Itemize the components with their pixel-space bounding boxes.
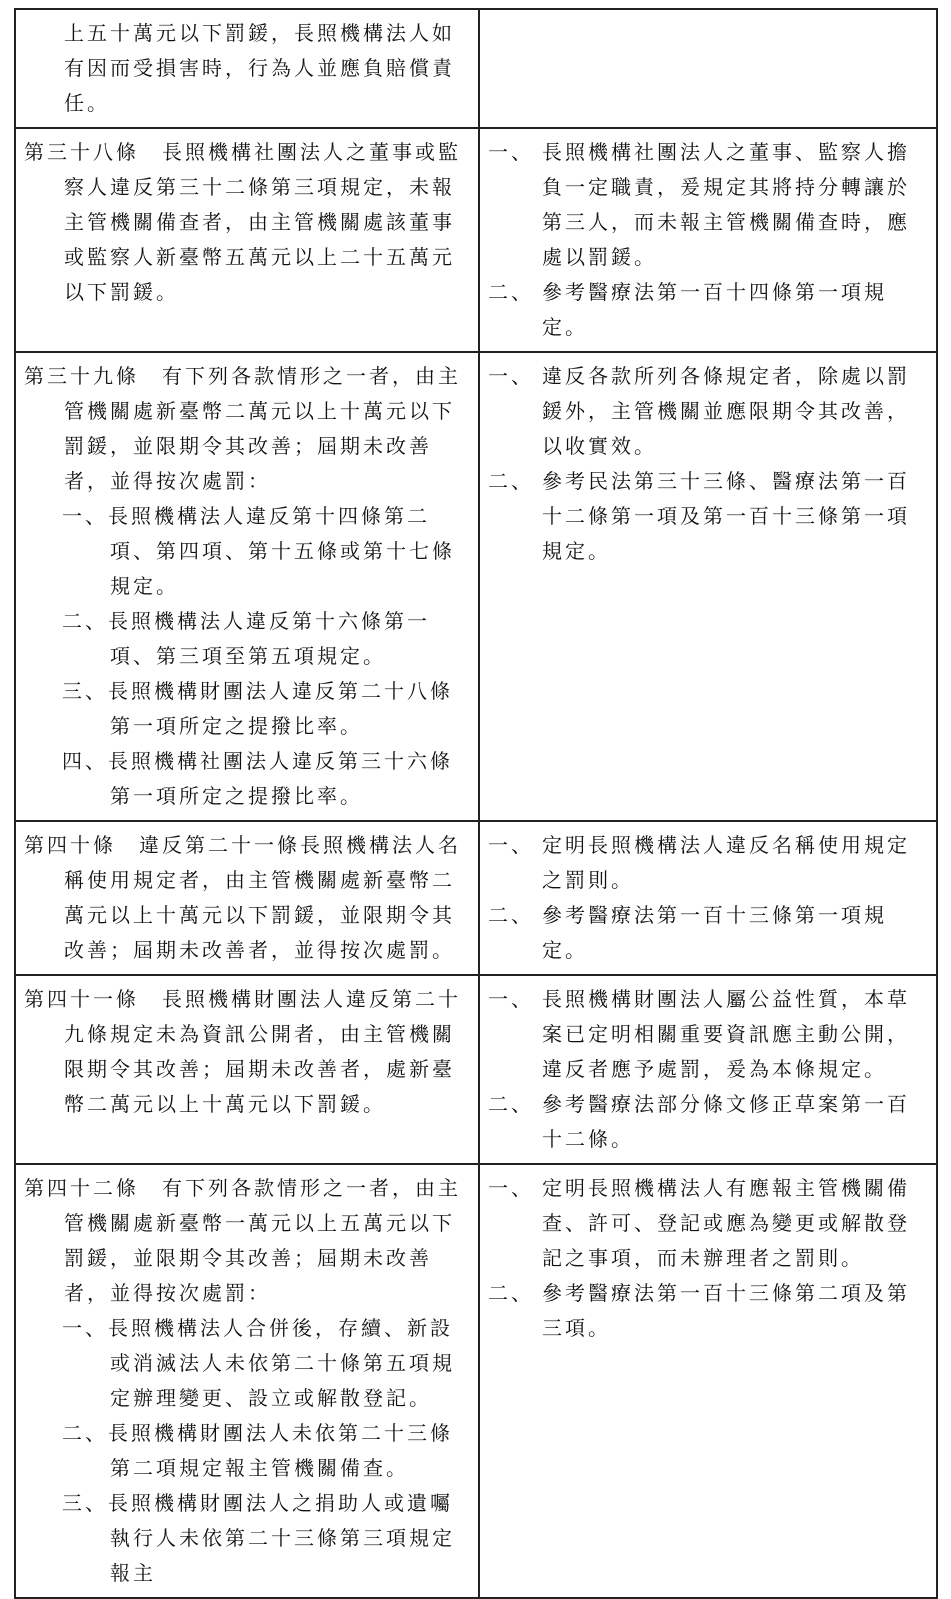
item-number: 二、 [488, 469, 534, 493]
explanation-cell [479, 821, 937, 975]
sub-item: 四、長照機構社團法人違反第三十六條第一項所定之提撥比率。 [62, 749, 453, 808]
item-text: 定明長照機構法人有應報主管機關備查、許可、登記或應為變更或解散登記之事項，而未辦理者之罰則。 [542, 1176, 910, 1270]
item-number: 二、 [488, 1092, 534, 1116]
item-text: 參考醫療法第一百十四條第一項規定。 [542, 280, 887, 339]
article-text: 第三十九條 有下列各款情形之一者，由主管機關處新臺幣二萬元以上十萬元以下罰鍰，並限期令其改善；屆期未改善者，並得按次處罰： [24, 364, 461, 493]
explanation-item [488, 982, 928, 1087]
explanation-item [488, 359, 928, 464]
sub-item: 一、長照機構法人合併後，存續、新設或消滅法人未依第二十條第五項規定辦理變更、設立或解散登記。 [62, 1316, 455, 1410]
sub-item: 三、長照機構財團法人違反第二十八條第一項所定之提撥比率。 [62, 679, 453, 738]
table-row [15, 352, 937, 821]
item-text: 違反各款所列各條規定者，除處以罰鍰外，主管機關並應限期令其改善，以收實效。 [542, 364, 910, 458]
item-number: 一、 [488, 364, 534, 388]
article-cell [15, 975, 479, 1164]
explanation-cell [479, 128, 937, 352]
explanation-item [488, 1171, 928, 1276]
item-number: 一、 [488, 987, 534, 1011]
table-row [15, 821, 937, 975]
article-text: 第四十二條 有下列各款情形之一者，由主管機關處新臺幣一萬元以上五萬元以下罰鍰，並限期令其改善；屆期未改善者，並得按次處罰： [24, 1176, 461, 1305]
article-cell [15, 9, 479, 128]
explanation-item [488, 135, 928, 275]
article-cell [15, 821, 479, 975]
explanation-item [488, 1087, 928, 1157]
article-cell [15, 352, 479, 821]
item-text: 參考醫療法第一百十三條第一項規定。 [542, 903, 887, 962]
item-text: 長照機構社團法人之董事、監察人擔負一定職責，爰規定其將持分轉讓於第三人，而未報主管機關備查時，應處以罰鍰。 [542, 140, 910, 269]
article-text: 第四十條 違反第二十一條長照機構法人名稱使用規定者，由主管機關處新臺幣二萬元以上十萬元以下罰鍰，並限期令其改善；屆期未改善者，並得按次處罰。 [24, 833, 461, 962]
explanation-item [488, 828, 928, 898]
article-text: 第三十八條 長照機構社團法人之董事或監察人違反第三十二條第三項規定，未報主管機關備查者，由主管機關處該董事或監察人新臺幣五萬元以上二十五萬元以下罰鍰。 [24, 140, 461, 304]
table-row [15, 975, 937, 1164]
item-text: 參考醫療法第一百十三條第二項及第三項。 [542, 1281, 910, 1340]
article-cell [15, 1164, 479, 1598]
sub-item: 一、長照機構法人違反第十四條第二項、第四項、第十五條或第十七條規定。 [62, 504, 455, 598]
article-text: 上五十萬元以下罰鍰，長照機構法人如有因而受損害時，行為人並應負賠償責任。 [64, 21, 455, 115]
sub-item: 三、長照機構財團法人之捐助人或遺囑執行人未依第二十三條第三項規定報主 [62, 1491, 455, 1585]
item-text: 長照機構財團法人屬公益性質，本草案已定明相關重要資訊應主動公開，違反者應予處罰，爰為本條規定。 [542, 987, 910, 1081]
explanation-item [488, 275, 928, 345]
explanation-cell [479, 9, 937, 128]
explanation-item [488, 1276, 928, 1346]
explanation-cell [479, 352, 937, 821]
item-number: 一、 [488, 1176, 534, 1200]
table-row [15, 1164, 937, 1598]
explanation-cell [479, 975, 937, 1164]
article-cell [15, 128, 479, 352]
item-text: 參考民法第三十三條、醫療法第一百十二條第一項及第一百十三條第一項規定。 [542, 469, 910, 563]
sub-item: 二、長照機構法人違反第十六條第一項、第三項至第五項規定。 [62, 609, 430, 668]
item-number: 一、 [488, 833, 534, 857]
explanation-item [488, 898, 928, 968]
item-number: 二、 [488, 280, 534, 304]
item-number: 二、 [488, 903, 534, 927]
item-number: 一、 [488, 140, 534, 164]
table-row [15, 128, 937, 352]
explanation-cell [479, 1164, 937, 1598]
item-text: 參考醫療法部分條文修正草案第一百十二條。 [542, 1092, 910, 1151]
explanation-item [488, 464, 928, 569]
sub-item: 二、長照機構財團法人未依第二十三條第二項規定報主管機關備查。 [62, 1421, 453, 1480]
article-text: 第四十一條 長照機構財團法人違反第二十九條規定未為資訊公開者，由主管機關限期令其改善；屆期未改善者，處新臺幣二萬元以上十萬元以下罰鍰。 [24, 987, 461, 1116]
item-text: 定明長照機構法人違反名稱使用規定之罰則。 [542, 833, 910, 892]
table-row [15, 9, 937, 128]
item-number: 二、 [488, 1281, 534, 1305]
provisions-table [14, 8, 938, 1599]
